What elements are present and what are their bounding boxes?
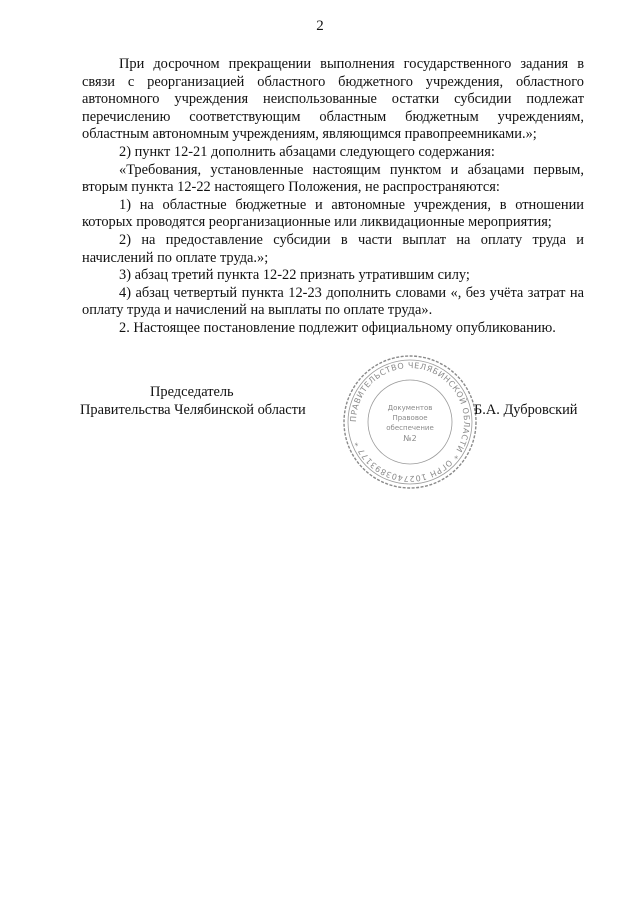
- seal-center-line3: обеспечение: [386, 424, 434, 432]
- seal-center-line4: №2: [403, 434, 417, 443]
- seal-middle-ring: [348, 360, 472, 484]
- signatory-title-line1: Председатель: [150, 384, 234, 400]
- seal-center-line1: Документов: [387, 404, 433, 412]
- paragraph: 3) абзац третий пункта 12-22 признать утратившим силу;: [119, 267, 470, 284]
- paragraph: При досрочном прекращении выполнения государственного задания в связи с реорганизацией областного бюджетного учреждения, областного автономного учреждения неиспользованные остатки субсидии подлежат перечислению соответствующим областным бюджетным учреждениям, областным автономным учреждениям, являющимся правопреемниками.»;: [82, 56, 584, 143]
- document-body: [82, 56, 584, 338]
- svg-text:ПРАВИТЕЛЬСТВО ЧЕЛЯБИНСКОЙ ОБЛА: [349, 361, 471, 483]
- paragraph: 4) абзац четвертый пункта 12-23 дополнить словами «, без учёта затрат на оплату труда и начислений на выплаты по оплате труда».: [82, 284, 584, 319]
- paragraph: 1) на областные бюджетные и автономные учреждения, в отношении которых проводятся реорганизационные или ликвидационные мероприятия;: [82, 196, 584, 231]
- paragraph: 2. Настоящее постановление подлежит официальному опубликованию.: [119, 319, 556, 336]
- seal-inner-ring: [368, 380, 452, 464]
- signatory-title-line2: Правительства Челябинской области: [80, 402, 306, 418]
- official-seal: [340, 352, 480, 492]
- seal-outer-ring: [344, 356, 476, 488]
- seal-ring-text: ПРАВИТЕЛЬСТВО ЧЕЛЯБИНСКОЙ ОБЛАСТИ * ОГРН 1027403893177 *: [348, 360, 472, 484]
- paragraph: 2) на предоставление субсидии в части выплат на оплату труда и начислений по оплате труда.»;: [82, 231, 584, 266]
- page-number: 2: [316, 18, 324, 34]
- paragraph: 2) пункт 12-21 дополнить абзацами следующего содержания:: [119, 143, 495, 160]
- paragraph: «Требования, установленные настоящим пунктом и абзацами первым, вторым пункта 12-22 настоящего Положения, не распространяются:: [82, 161, 584, 196]
- seal-center-line2: Правовое: [392, 414, 428, 422]
- signatory-name: Б.А. Дубровский: [474, 402, 578, 418]
